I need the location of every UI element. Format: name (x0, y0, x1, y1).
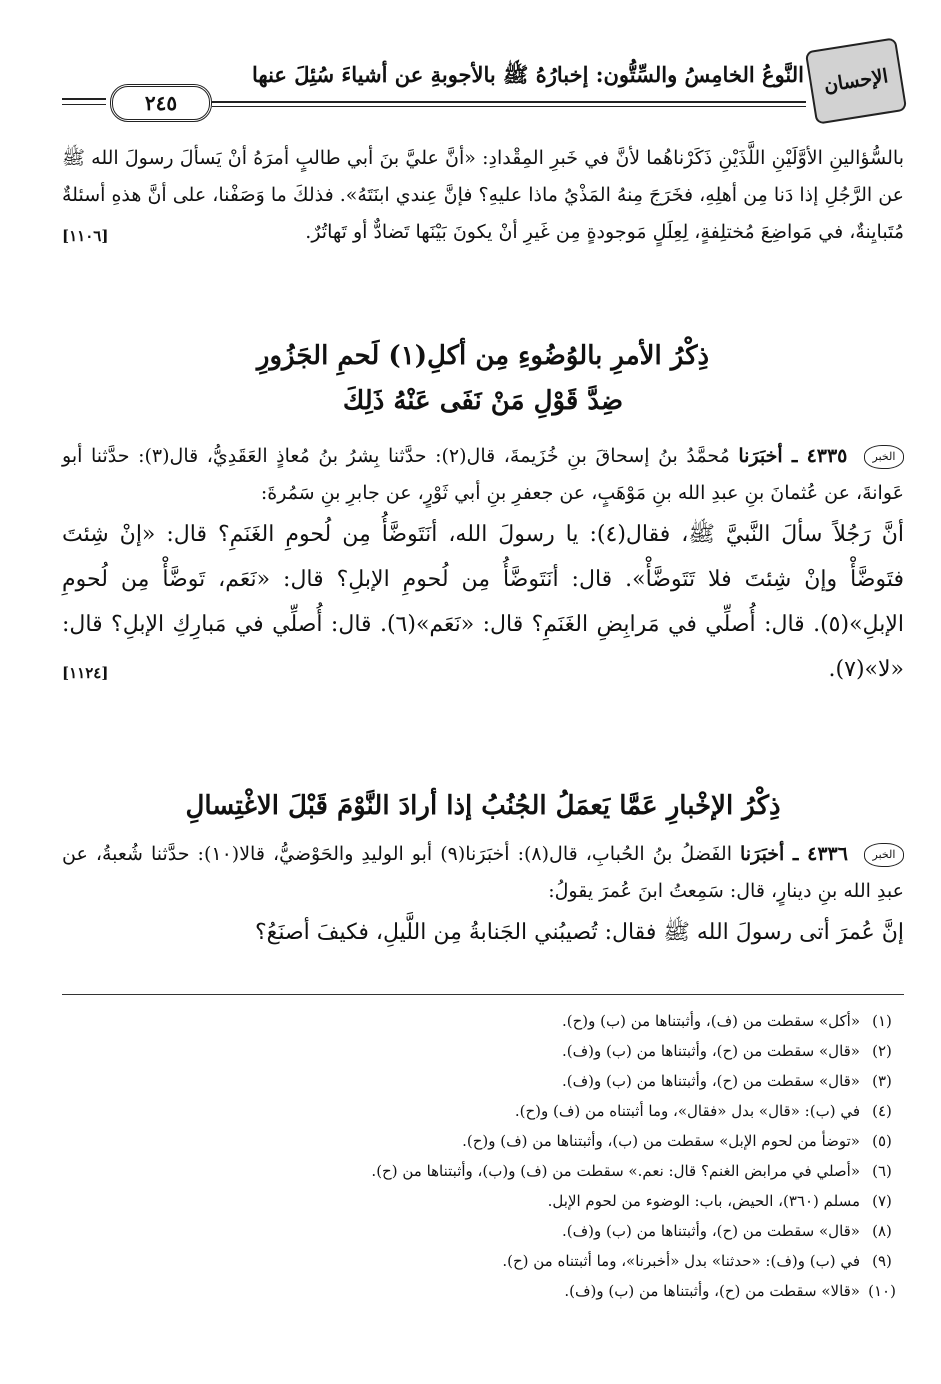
hadith-isnad: الفَضلُ بنُ الحُبابِ، قال(٨): أخبَرَنا(٩) أبو الوليدِ والحَوْضيُّ، قالا(١٠): حدَّثنا شُعبةُ، عن عبدِ الله بنِ دينارٍ، قال: سَمِعتُ ابنَ عُمرَ يقولُ: (62, 843, 904, 902)
footnote-number: (٤) (872, 1102, 892, 1120)
page-number: ٢٤٥ (110, 84, 212, 122)
hadith-reference: [١١٠٦] (62, 227, 109, 245)
hadith-matn: أنَّ رَجُلاً سألَ النَّبيَّ ﷺ، فقال(٤): يا رسولَ الله، أنَتَوضَّأُ مِن لُحومِ الغَنَمِ؟ قال: «إنْ شِئتَ فتَوضَّأْ وإنْ شِئتَ فلا تَتَوضَّأْ». قال: أنَتَوضَّأُ مِن لُحومِ الإبلِ؟ قال: «نَعَم، تَوضَّأْ مِن لُحومِ الإبلِ»(٥). قال: أُصلِّي في مَرابِضِ الغَنَمِ؟ قال: «نَعَم»(٦). قال: أُصلِّي في مَبارِكِ الإبلِ؟ قال: «لا»(٧). (62, 522, 904, 682)
hadith-reference: [١١٢٤] (62, 664, 109, 682)
footnote-number: (١) (872, 1012, 892, 1030)
header-rule (62, 98, 106, 100)
hadith-4336 (62, 836, 904, 955)
section-heading-line: ضِدَّ قَوْلِ مَنْ نَفَى عَنْهُ ذَلِكَ (342, 386, 624, 416)
footnote-text: «قال» سقطت من (ح)، وأثبتناها من (ب) و(ف). (561, 1072, 860, 1090)
footnote-text: «أصلي في مرابض الغنم؟ قال: نعم.» سقطت من (ف) و(ب)، وأثبتناها من (ح). (371, 1162, 860, 1180)
footnote (62, 1126, 904, 1156)
footnote (62, 1096, 904, 1126)
footnote-number: (٨) (872, 1222, 892, 1240)
footnote-text: «قال» سقطت من (ح)، وأثبتناها من (ب) و(ف). (561, 1042, 860, 1060)
footnote-number: (١٠) (868, 1282, 896, 1300)
section-heading-line: ذِكْرُ الإخْبارِ عَمَّا يَعمَلُ الجُنُبُ إذا أرادَ النَّوْمَ قَبْلَ الاغْتِسالِ (185, 791, 781, 821)
hadith-matn: إنَّ عُمرَ أتى رسولَ الله ﷺ فقال: تُصيبُني الجَنابةُ مِن اللَّيلِ، فكيفَ أصنَعُ؟ (254, 920, 904, 945)
footnote-text: «توضأ من لحوم الإبل» سقطت من (ب)، وأثبتناها من (ف) و(ح). (462, 1132, 860, 1150)
footnote (62, 1276, 904, 1306)
footnote (62, 1156, 904, 1186)
section-heading-1 (62, 334, 904, 424)
intro-text: بالسُّؤالينِ الأوَّلَيْنِ اللَّذَيْنِ ذَكَرْناهُما لأنَّ في خَبرِ المِقْدادِ: «أنَّ عليَّ بنَ أبي طالبٍ أمرَهُ أنْ يَسألَ رسولَ الله ﷺ عن الرَّجُلِ إذا دَنا مِن أهلِهِ، فخَرَجَ مِنهُ المَذْيُ ماذا عليهِ؟ فإنَّ عِندي ابنَتَهُ». فذلكَ ما وَصَفْنا، على أنَّ هذهِ أسئلةٌ مُتَبايِنةٌ، في مَواضِعَ مُختلِفةٍ، لِعِلَلٍ مَوجودةٍ مِن غَيرِ أنْ يكونَ بَيْنَها تَضادٌّ أو تَهاتُرٌ. (62, 147, 904, 243)
footnote-separator (62, 994, 904, 995)
book-badge-icon (805, 37, 907, 124)
page-header (62, 40, 904, 130)
book-page (62, 40, 904, 1360)
footnote-number: (٥) (872, 1132, 892, 1150)
footnote-text: «أكل» سقطت من (ف)، وأثبتناها من (ب) و(ح). (561, 1012, 860, 1030)
footnote (62, 1006, 904, 1036)
khabar-icon-label: الخبر (872, 450, 896, 463)
hadith-isnad: مُحمَّدُ بنُ إسحاقَ بنِ خُزَيمةَ، قال(٢): حدَّثنا بِشرُ بنُ مُعاذٍ العَقَدِيُّ، قال(٣): حدَّثنا أبو عَوانةَ، عن عُثمانَ بنِ عبدِ الله بنِ مَوْهَبٍ، عن جعفرِ بنِ أبي ثَوْرٍ، عن جابرِ بنِ سَمُرةَ: (62, 445, 904, 504)
footnote-text: «قال» سقطت من (ح)، وأثبتناها من (ب) و(ف). (561, 1222, 860, 1240)
footnote-number: (٢) (872, 1042, 892, 1060)
book-badge-label: الإحسان (822, 65, 890, 97)
footnote-number: (٧) (872, 1192, 892, 1210)
footnote-number: (٦) (872, 1162, 892, 1180)
hadith-matn-block (62, 910, 904, 955)
footnote (62, 1246, 904, 1276)
hadith-matn-block (62, 512, 904, 692)
section-heading-2 (62, 784, 904, 829)
intro-paragraph (62, 140, 904, 255)
hadith-number: ٤٣٣٦ ـ أخبَرَنا (740, 843, 848, 865)
header-rule (62, 104, 106, 105)
footnote-text: «قالا» سقطت من (ح)، وأثبتناها من (ب) و(ف). (564, 1282, 860, 1300)
header-rule (212, 106, 806, 107)
footnote-text: مسلم (٣٦٠)، الحيض، باب: الوضوء من لحوم الإبل. (547, 1192, 860, 1210)
running-title: النَّوعُ الخامِسُ والسِّتُّون: إخبارُهُ ﷺ بالأجوبةِ عن أشياءَ سُئِلَ عنها (252, 62, 804, 87)
khabar-icon-label: الخبر (872, 848, 896, 861)
footnote (62, 1216, 904, 1246)
hadith-4335 (62, 438, 904, 696)
footnote (62, 1066, 904, 1096)
khabar-icon (864, 445, 904, 469)
footnote (62, 1036, 904, 1066)
khabar-icon (864, 843, 904, 867)
footnote (62, 1186, 904, 1216)
section-heading-line: ذِكْرُ الأمرِ بالوُضُوءِ مِن أكلِ(١) لَحمِ الجَزُورِ (256, 341, 710, 371)
footnote-text: في (ب): «قال» بدل «فقال»، وما أثبتناه من (ف) و(ح). (514, 1102, 860, 1120)
footnote-number: (٣) (872, 1072, 892, 1090)
hadith-number: ٤٣٣٥ ـ أخبَرَنا (738, 445, 848, 467)
footnotes (62, 1006, 904, 1306)
footnote-number: (٩) (872, 1252, 892, 1270)
header-rule (212, 101, 806, 103)
footnote-text: في (ب) و(ف): «حدثنا» بدل «أخبرنا»، وما أثبتناه من (ح). (502, 1252, 860, 1270)
